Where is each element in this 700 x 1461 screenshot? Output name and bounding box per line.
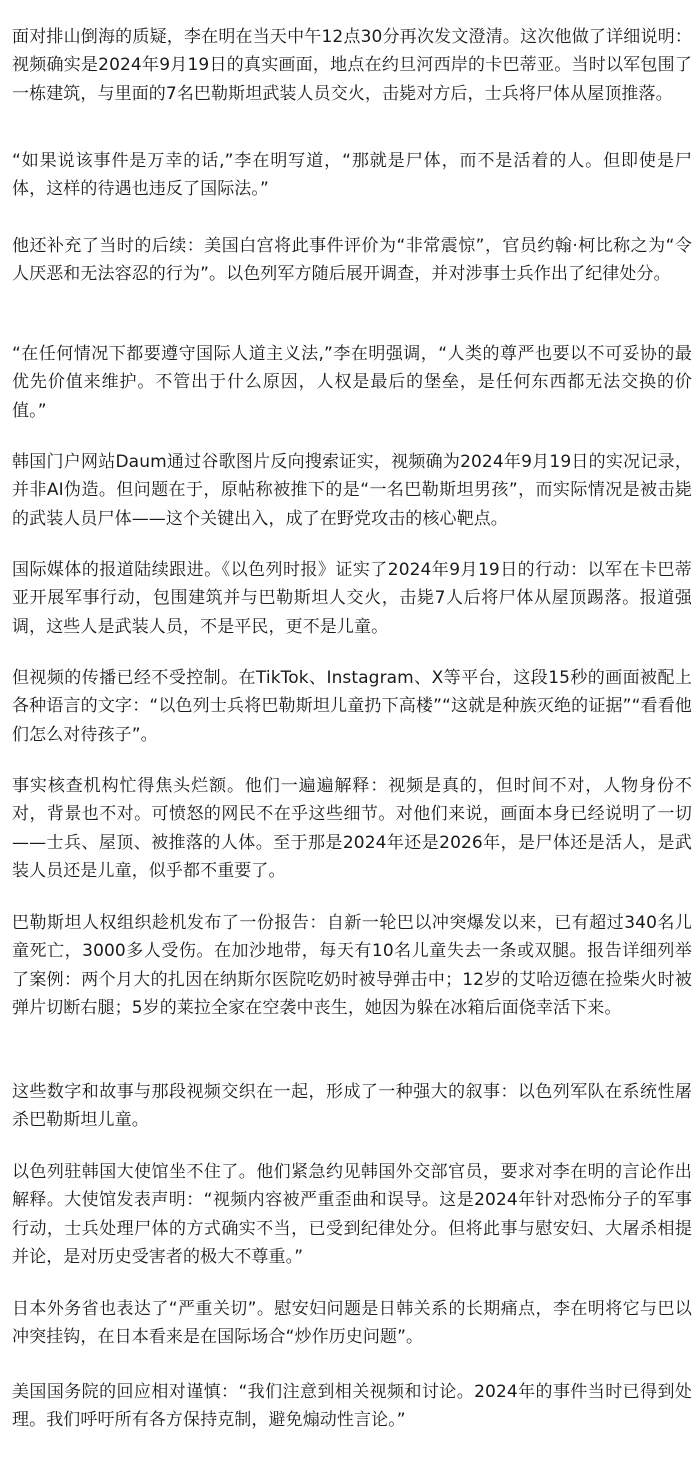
paragraph: 事实核查机构忙得焦头烂额。他们一遍遍解释：视频是真的，但时间不对，人物身份不对，背景也不对。可愤怒的网民不在乎这些细节。对他们来说，画面本身已经说明了一切——士兵、屋顶、被推落的人体。至于那是2024年还是2026年，是尸体还是活人，是武装人员还是儿童，似乎都不重要了。: [12, 776, 692, 882]
paragraph: 美国国务院的回应相对谨慎：“我们注意到相关视频和讨论。2024年的事件当时已得到处理。我们呼吁所有各方保持克制，避免煽动性言论。”: [12, 1382, 692, 1431]
paragraph: 他还补充了当时的后续：美国白宫将此事件评价为“非常震惊”，官员约翰·柯比称之为“令人厌恶和无法容忍的行为”。以色列军方随后展开调查，并对涉事士兵作出了纪律处分。: [12, 236, 692, 285]
paragraph: 国际媒体的报道陆续跟进。《以色列时报》证实了2024年9月19日的行动：以军在卡巴蒂亚开展军事行动，包围建筑并与巴勒斯坦人交火，击毙7人后将尸体从屋顶踢落。报道强调，这些人是武装人员，不是平民，更不是儿童。: [12, 560, 692, 637]
paragraph: 但视频的传播已经不受控制。在TikTok、Instagram、X等平台，这段15秒的画面被配上各种语言的文字：“以色列士兵将巴勒斯坦儿童扔下高楼”“这就是种族灭绝的证据”“看看他们怎么对待孩子”。: [12, 668, 692, 745]
paragraph: 巴勒斯坦人权组织趁机发布了一份报告：自新一轮巴以冲突爆发以来，已有超过340名儿童死亡，3000多人受伤。在加沙地带，每天有10名儿童失去一条或双腿。报告详细列举了案例：两个月大的扎因在纳斯尔医院吃奶时被导弹击中；12岁的艾哈迈德在捡柴火时被弹片切断右腿；5岁的莱拉全家在空袭中丧生，她因为躲在冰箱后面侥幸活下来。: [12, 913, 692, 1019]
paragraph: “如果说该事件是万幸的话,”李在明写道，“那就是尸体，而不是活着的人。但即使是尸体，这样的待遇也违反了国际法。”: [12, 151, 692, 200]
paragraph: “在任何情况下都要遵守国际人道主义法,”李在明强调，“人类的尊严也要以不可妥协的最优先价值来维护。不管出于什么原因，人权是最后的堡垒，是任何东西都无法交换的价值。”: [12, 344, 692, 421]
paragraph: 韩国门户网站Daum通过谷歌图片反向搜索证实，视频确为2024年9月19日的实况记录，并非AI伪造。但问题在于，原帖称被推下的是“一名巴勒斯坦男孩”，而实际情况是被击毙的武装人员尸体——这个关键出入，成了在野党攻击的核心靶点。: [12, 452, 692, 529]
paragraph: 面对排山倒海的质疑，李在明在当天中午12点30分再次发文澄清。这次他做了详细说明：视频确实是2024年9月19日的真实画面，地点在约旦河西岸的卡巴蒂亚。当时以军包围了一栋建筑，与里面的7名巴勒斯坦武装人员交火，击毙对方后，士兵将尸体从屋顶推落。: [12, 27, 692, 104]
paragraph: 这些数字和故事与那段视频交织在一起，形成了一种强大的叙事：以色列军队在系统性屠杀巴勒斯坦儿童。: [12, 1082, 692, 1131]
paragraph: 以色列驻韩国大使馆坐不住了。他们紧急约见韩国外交部官员，要求对李在明的言论作出解释。大使馆发表声明：“视频内容被严重歪曲和误导。这是2024年针对恐怖分子的军事行动，士兵处理尸体的方式确实不当，已受到纪律处分。但将此事与慰安妇、大屠杀相提并论，是对历史受害者的极大不尊重。”: [12, 1162, 692, 1268]
paragraph: 日本外务省也表达了“严重关切”。慰安妇问题是日韩关系的长期痛点，李在明将它与巴以冲突挂钩，在日本看来是在国际场合“炒作历史问题”。: [12, 1299, 692, 1348]
